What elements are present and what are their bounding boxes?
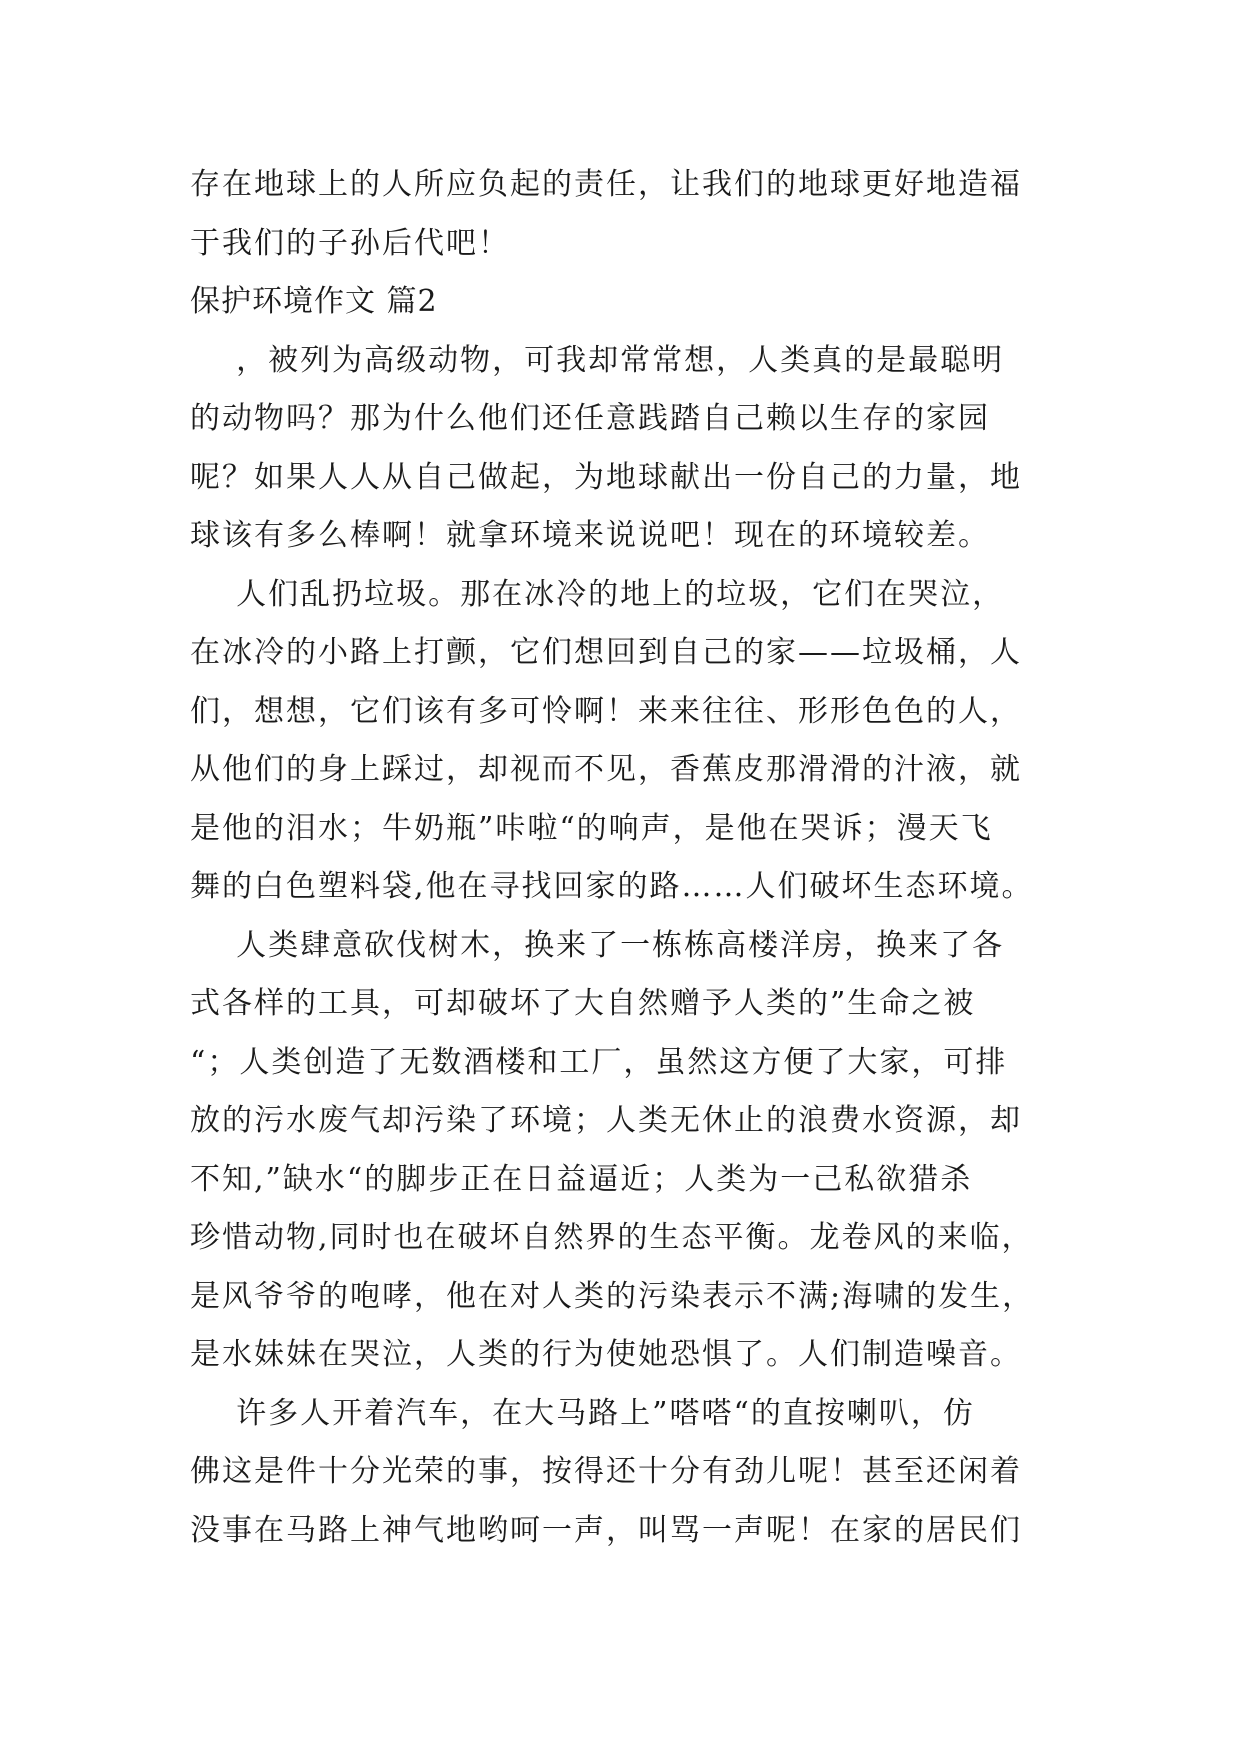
text-line: 存在地球上的人所应负起的责任，让我们的地球更好地造福 [190,167,1022,202]
text-line: 人们乱扔垃圾。那在冰冷的地上的垃圾，它们在哭泣， [190,576,1005,612]
text-line: 的动物吗？那为什么他们还任意践踏自己赖以生存的家园 [190,401,990,436]
text-line: 球该有多么棒啊！就拿环境来说说吧！现在的环境较差。 [190,518,990,553]
text-line: 放的污水废气却污染了环境；人类无休止的浪费水资源，却 [190,1103,1022,1138]
text-line: “；人类创造了无数酒楼和工厂，虽然这方便了大家，可排 [190,1044,1008,1080]
text-line: 珍惜动物,同时也在破坏自然界的生态平衡。龙卷风的来临， [190,1220,1034,1255]
text-line: 没事在马路上神气地哟呵一声，叫骂一声呢！在家的居民们 [190,1512,1022,1548]
section-heading: 保护环境作文 篇2 [190,284,438,319]
text-line: 呢？如果人人从自己做起，为地球献出一份自己的力量，地 [190,459,1022,495]
text-line: 许多人开着汽车，在大马路上”嗒嗒“的直按喇叭，仿 [190,1395,975,1431]
text-line: 人类肆意砍伐树木，换来了一栋栋高楼洋房，换来了各 [190,927,1005,963]
text-line: 舞的白色塑料袋,他在寻找回家的路……人们破坏生态环境。 [190,869,1034,904]
text-line: 从他们的身上踩过，却视而不见，香蕉皮那滑滑的汁液，就 [190,752,1022,787]
text-line: 是风爷爷的咆哮，他在对人类的污染表示不满;海啸的发生， [190,1278,1035,1314]
text-line: 在冰冷的小路上打颤，它们想回到自己的家——垃圾桶，人 [190,635,1022,670]
document-body [190,156,1070,1560]
text-line: ，被列为高级动物，可我却常常想，人类真的是最聪明 [190,342,1005,378]
text-line: 式各样的工具，可却破坏了大自然赠予人类的”生命之被 [190,986,976,1021]
text-line: 是他的泪水；牛奶瓶”咔啦“的响声，是他在哭诉；漫天飞 [190,810,993,846]
text-line: 不知,”缺水“的脚步正在日益逼近；人类为一己私欲猎杀 [190,1161,973,1197]
text-line: 们，想想，它们该有多可怜啊！来来往往、形形色色的人， [190,693,1022,729]
text-line: 佛这是件十分光荣的事，按得还十分有劲儿呢！甚至还闲着 [190,1454,1022,1489]
text-line: 于我们的子孙后代吧！ [190,225,510,261]
text-line: 是水妹妹在哭泣，人类的行为使她恐惧了。人们制造噪音。 [190,1337,1022,1372]
